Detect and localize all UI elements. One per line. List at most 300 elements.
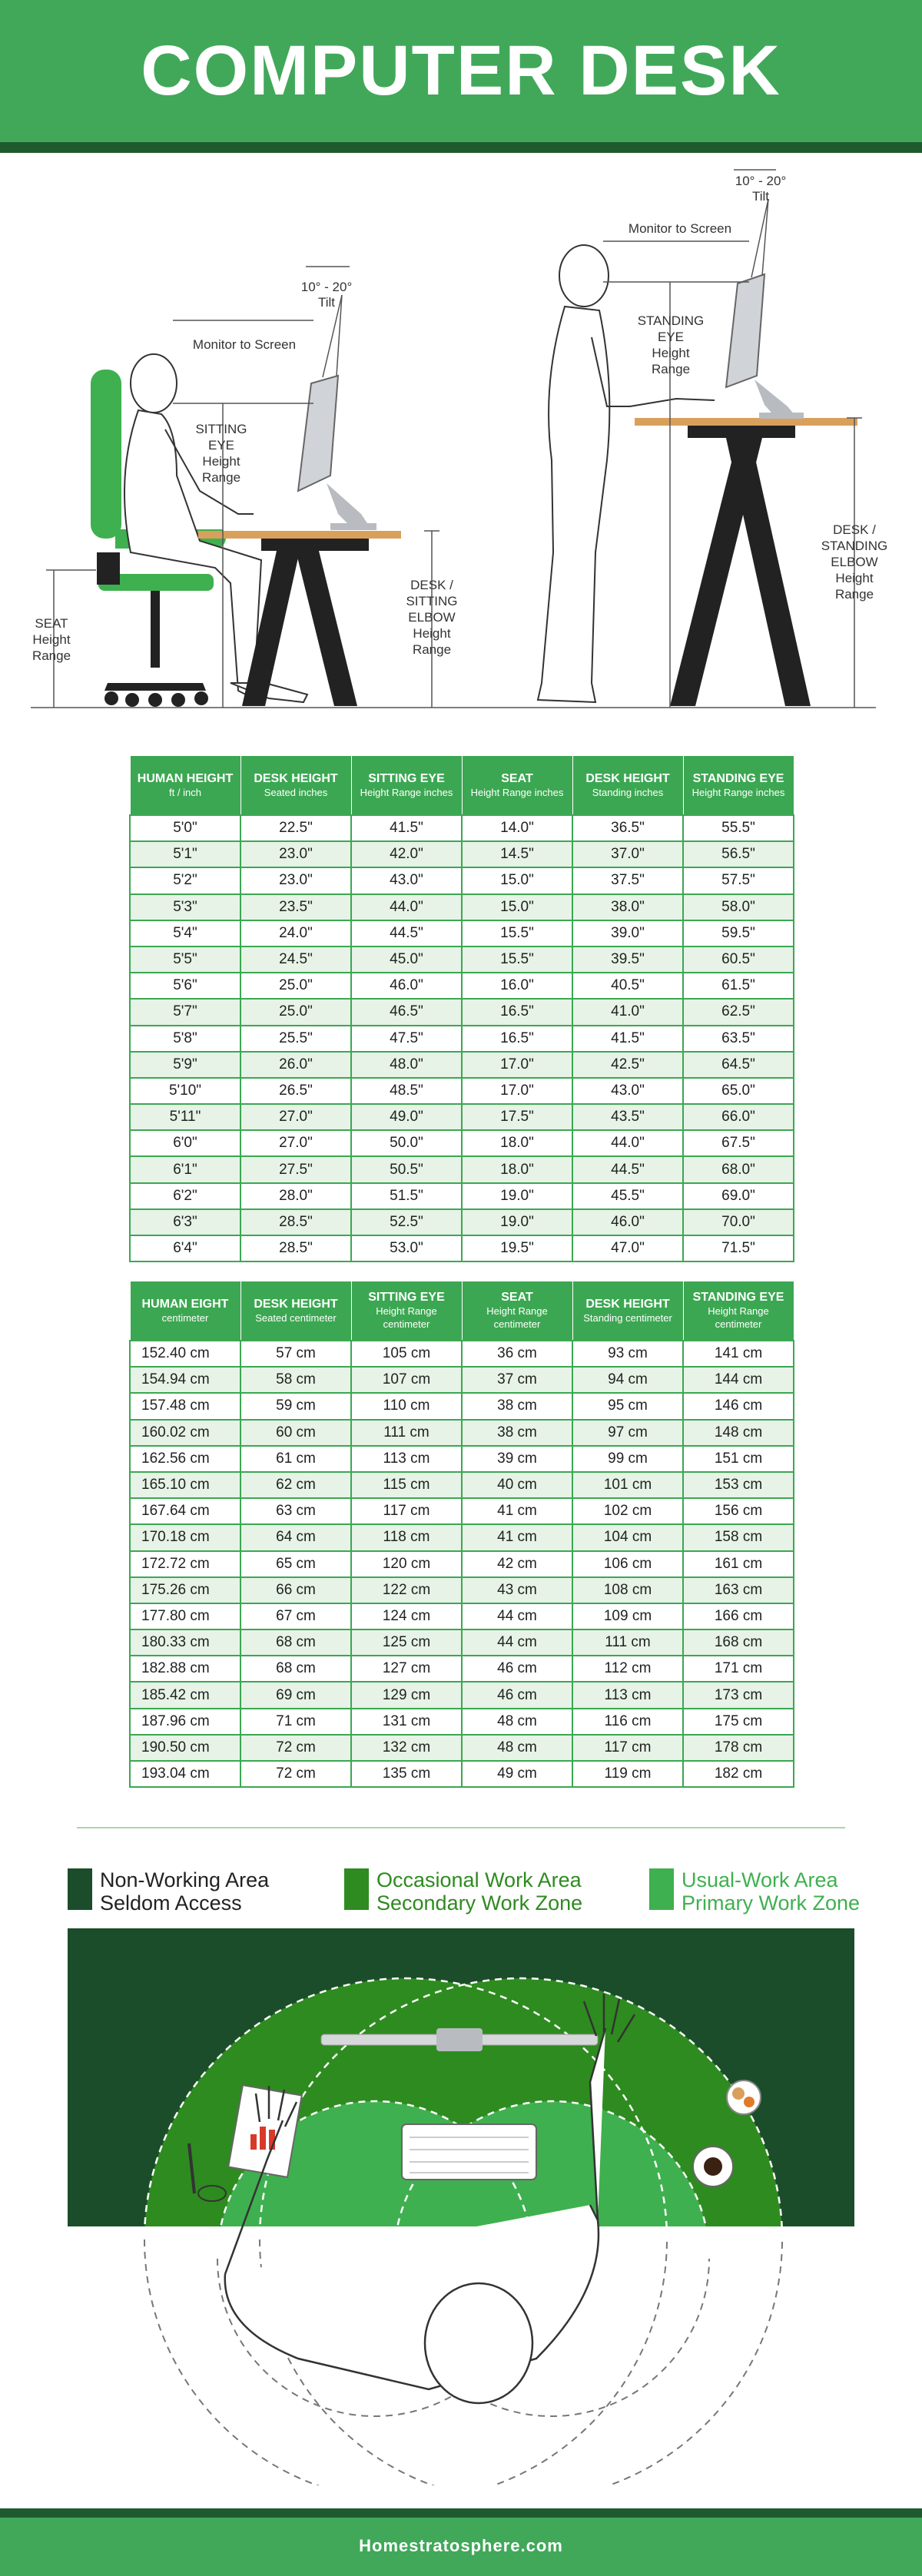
cm-table (129, 1281, 794, 1788)
cm-row (130, 1761, 794, 1787)
footer-band (0, 2508, 922, 2518)
cm-cell: 93 cm (572, 1341, 683, 1367)
cm-cell: 117 cm (572, 1735, 683, 1761)
cm-cell: 124 cm (351, 1603, 462, 1629)
cm-cell: 38 cm (462, 1393, 572, 1419)
cm-cell: 175.26 cm (130, 1577, 240, 1603)
inches-row (130, 1130, 794, 1156)
inches-cell: 43.0" (572, 1078, 683, 1104)
inches-cell: 55.5" (683, 815, 794, 841)
inches-cell: 28.0" (240, 1183, 351, 1209)
cm-cell: 44 cm (462, 1629, 572, 1656)
cm-cell: 62 cm (240, 1472, 351, 1498)
cm-cell: 61 cm (240, 1446, 351, 1472)
inches-cell: 43.0" (351, 867, 462, 893)
standing-eye-label: STANDING (637, 313, 705, 328)
inches-cell: 37.0" (572, 841, 683, 867)
cm-cell: 190.50 cm (130, 1735, 240, 1761)
sitting-eye-label-2: EYE (207, 438, 235, 453)
cm-cell: 171 cm (683, 1656, 794, 1682)
cm-cell: 132 cm (351, 1735, 462, 1761)
inches-cell: 48.0" (351, 1052, 462, 1078)
inches-cell: 51.5" (351, 1183, 462, 1209)
inches-col-header: SEAT Height Range inches (462, 756, 572, 816)
cm-cell: 116 cm (572, 1709, 683, 1735)
cm-cell: 68 cm (240, 1656, 351, 1682)
inches-cell: 15.0" (462, 894, 572, 920)
inches-cell: 45.5" (572, 1183, 683, 1209)
inches-cell: 43.5" (572, 1104, 683, 1130)
inches-cell: 44.5" (572, 1156, 683, 1182)
cm-row (130, 1577, 794, 1603)
work-zone-diagram (68, 1928, 854, 2485)
standing-desk (635, 418, 857, 706)
inches-cell: 15.0" (462, 867, 572, 893)
cm-cell: 60 cm (240, 1420, 351, 1446)
inches-cell: 41.5" (351, 815, 462, 841)
cm-cell: 185.42 cm (130, 1682, 240, 1708)
inches-col-header: SITTING EYE Height Range inches (351, 756, 462, 816)
cm-row (130, 1524, 794, 1550)
inches-cell: 5'5" (130, 947, 240, 973)
cm-cell: 120 cm (351, 1551, 462, 1577)
cm-row (130, 1682, 794, 1708)
cm-row (130, 1551, 794, 1577)
cm-row (130, 1367, 794, 1393)
inches-cell: 26.0" (240, 1052, 351, 1078)
cm-cell: 106 cm (572, 1551, 683, 1577)
inches-cell: 26.5" (240, 1078, 351, 1104)
inches-row (130, 1235, 794, 1261)
inches-cell: 50.5" (351, 1156, 462, 1182)
inches-row (130, 867, 794, 893)
inches-cell: 46.5" (351, 999, 462, 1025)
cm-cell: 101 cm (572, 1472, 683, 1498)
inches-cell: 28.5" (240, 1209, 351, 1235)
cm-cell: 104 cm (572, 1524, 683, 1550)
inches-cell: 38.0" (572, 894, 683, 920)
cm-row (130, 1629, 794, 1656)
cm-cell: 72 cm (240, 1761, 351, 1787)
footer-banner (0, 2518, 922, 2576)
cm-cell: 59 cm (240, 1393, 351, 1419)
keyboard (402, 2124, 536, 2180)
cm-cell: 66 cm (240, 1577, 351, 1603)
seat-height-label-3: Range (32, 648, 71, 663)
tilt-word-left: Tilt (317, 295, 336, 310)
inches-cell: 59.5" (683, 920, 794, 947)
cm-cell: 163 cm (683, 1577, 794, 1603)
cm-cell: 49 cm (462, 1761, 572, 1787)
inches-cell: 5'8" (130, 1026, 240, 1052)
inches-cell: 23.5" (240, 894, 351, 920)
page-title: COMPUTER DESK (141, 31, 781, 110)
inches-cell: 46.0" (351, 973, 462, 999)
inches-row (130, 894, 794, 920)
cm-cell: 102 cm (572, 1498, 683, 1524)
seat-height-label: SEAT (35, 616, 68, 631)
cm-col-header: DESK HEIGHT Standing centimeter (572, 1281, 683, 1341)
inches-cell: 45.0" (351, 947, 462, 973)
inches-table-body (130, 815, 794, 1261)
inches-cell: 18.0" (462, 1156, 572, 1182)
inches-cell: 56.5" (683, 841, 794, 867)
cm-cell: 108 cm (572, 1577, 683, 1603)
ergonomics-diagram (0, 153, 922, 737)
cm-cell: 46 cm (462, 1656, 572, 1682)
cm-cell: 152.40 cm (130, 1341, 240, 1367)
cm-cell: 94 cm (572, 1367, 683, 1393)
desk-standing-label-2: STANDING (821, 539, 888, 553)
inches-cell: 19.5" (462, 1235, 572, 1261)
inches-cell: 17.0" (462, 1052, 572, 1078)
inches-cell: 25.0" (240, 999, 351, 1025)
cm-cell: 168 cm (683, 1629, 794, 1656)
inches-cell: 25.5" (240, 1026, 351, 1052)
inches-row (130, 1052, 794, 1078)
inches-cell: 60.5" (683, 947, 794, 973)
cm-cell: 39 cm (462, 1446, 572, 1472)
cm-cell: 99 cm (572, 1446, 683, 1472)
cm-cell: 170.18 cm (130, 1524, 240, 1550)
cm-cell: 115 cm (351, 1472, 462, 1498)
desk-standing-label-5: Range (834, 587, 874, 602)
cm-row (130, 1656, 794, 1682)
cm-cell: 187.96 cm (130, 1709, 240, 1735)
cm-row (130, 1446, 794, 1472)
inches-cell: 25.0" (240, 973, 351, 999)
cm-cell: 41 cm (462, 1524, 572, 1550)
cm-cell: 110 cm (351, 1393, 462, 1419)
inches-cell: 64.5" (683, 1052, 794, 1078)
cm-row (130, 1498, 794, 1524)
cm-cell: 182.88 cm (130, 1656, 240, 1682)
inches-cell: 39.0" (572, 920, 683, 947)
cm-cell: 44 cm (462, 1603, 572, 1629)
inches-cell: 39.5" (572, 947, 683, 973)
cm-cell: 111 cm (351, 1420, 462, 1446)
cm-cell: 36 cm (462, 1341, 572, 1367)
cm-cell: 64 cm (240, 1524, 351, 1550)
cm-col-header: STANDING EYE Height Range centimeter (683, 1281, 794, 1341)
inches-cell: 61.5" (683, 973, 794, 999)
cm-cell: 57 cm (240, 1341, 351, 1367)
inches-row (130, 1026, 794, 1052)
cm-cell: 72 cm (240, 1735, 351, 1761)
inches-cell: 50.0" (351, 1130, 462, 1156)
cm-cell: 125 cm (351, 1629, 462, 1656)
inches-cell: 15.5" (462, 947, 572, 973)
inches-cell: 15.5" (462, 920, 572, 947)
inches-cell: 6'1" (130, 1156, 240, 1182)
cm-cell: 173 cm (683, 1682, 794, 1708)
cm-cell: 109 cm (572, 1603, 683, 1629)
cm-cell: 127 cm (351, 1656, 462, 1682)
inches-cell: 24.0" (240, 920, 351, 947)
inches-cell: 44.0" (572, 1130, 683, 1156)
cm-cell: 178 cm (683, 1735, 794, 1761)
cookie-plate (727, 2080, 761, 2114)
cm-table-body (130, 1341, 794, 1787)
cm-cell: 48 cm (462, 1735, 572, 1761)
inches-cell: 53.0" (351, 1235, 462, 1261)
inches-cell: 63.5" (683, 1026, 794, 1052)
inches-cell: 36.5" (572, 815, 683, 841)
inches-cell: 67.5" (683, 1130, 794, 1156)
inches-cell: 24.5" (240, 947, 351, 973)
inches-row (130, 999, 794, 1025)
inches-cell: 5'3" (130, 894, 240, 920)
inches-cell: 6'4" (130, 1235, 240, 1261)
inches-row (130, 947, 794, 973)
inches-cell: 23.0" (240, 841, 351, 867)
cm-col-header: SEAT Height Range centimeter (462, 1281, 572, 1341)
inches-row (130, 920, 794, 947)
inches-cell: 5'4" (130, 920, 240, 947)
inches-cell: 16.5" (462, 1026, 572, 1052)
cm-cell: 160.02 cm (130, 1420, 240, 1446)
monitor-to-screen-left: Monitor to Screen (192, 337, 297, 352)
inches-cell: 14.0" (462, 815, 572, 841)
sitting-eye-label-4: Range (201, 470, 241, 485)
legend-swatch (68, 1868, 92, 1910)
cm-cell: 42 cm (462, 1551, 572, 1577)
inches-cell: 47.0" (572, 1235, 683, 1261)
header-banner (0, 0, 922, 142)
cm-cell: 156 cm (683, 1498, 794, 1524)
inches-cell: 23.0" (240, 867, 351, 893)
sitting-eye-label: SITTING (195, 422, 247, 436)
cm-cell: 105 cm (351, 1341, 462, 1367)
inches-cell: 37.5" (572, 867, 683, 893)
inches-cell: 19.0" (462, 1209, 572, 1235)
desk-sitting-label-3: ELBOW (408, 610, 456, 625)
cm-cell: 122 cm (351, 1577, 462, 1603)
monitor-to-screen-right: Monitor to Screen (628, 221, 732, 236)
inches-cell: 22.5" (240, 815, 351, 841)
desk-standing-label-3: ELBOW (831, 555, 878, 569)
cm-row (130, 1393, 794, 1419)
cm-cell: 38 cm (462, 1420, 572, 1446)
sitting-eye-label-3: Height (202, 454, 240, 469)
inches-header-row (130, 756, 794, 816)
tilt-word-right: Tilt (751, 189, 770, 204)
cm-cell: 129 cm (351, 1682, 462, 1708)
standing-monitor (726, 274, 804, 419)
inches-cell: 48.5" (351, 1078, 462, 1104)
inches-cell: 5'0" (130, 815, 240, 841)
inches-cell: 18.0" (462, 1130, 572, 1156)
inches-cell: 5'2" (130, 867, 240, 893)
cm-cell: 97 cm (572, 1420, 683, 1446)
inches-cell: 5'1" (130, 841, 240, 867)
cm-cell: 40 cm (462, 1472, 572, 1498)
standing-eye-label-4: Range (651, 362, 691, 376)
inches-row (130, 815, 794, 841)
cm-cell: 107 cm (351, 1367, 462, 1393)
inches-cell: 57.5" (683, 867, 794, 893)
inches-cell: 17.5" (462, 1104, 572, 1130)
inches-cell: 65.0" (683, 1078, 794, 1104)
cm-cell: 141 cm (683, 1341, 794, 1367)
cm-cell: 71 cm (240, 1709, 351, 1735)
inches-cell: 47.5" (351, 1026, 462, 1052)
inches-cell: 42.0" (351, 841, 462, 867)
legend-swatch (649, 1868, 674, 1910)
desk-sitting-label-5: Range (412, 642, 452, 657)
inches-row (130, 841, 794, 867)
cm-cell: 43 cm (462, 1577, 572, 1603)
cm-cell: 113 cm (351, 1446, 462, 1472)
inches-cell: 16.5" (462, 999, 572, 1025)
inches-cell: 69.0" (683, 1183, 794, 1209)
inches-cell: 27.0" (240, 1130, 351, 1156)
inches-cell: 27.0" (240, 1104, 351, 1130)
cm-cell: 69 cm (240, 1682, 351, 1708)
cm-cell: 157.48 cm (130, 1393, 240, 1419)
cm-cell: 46 cm (462, 1682, 572, 1708)
inches-row (130, 1078, 794, 1104)
inches-row (130, 1183, 794, 1209)
cm-cell: 182 cm (683, 1761, 794, 1787)
tilt-label-right: 10° - 20° (735, 174, 787, 188)
inches-cell: 62.5" (683, 999, 794, 1025)
cm-cell: 63 cm (240, 1498, 351, 1524)
cm-cell: 48 cm (462, 1709, 572, 1735)
desk-sitting-label-4: Height (413, 626, 451, 641)
inches-cell: 27.5" (240, 1156, 351, 1182)
inches-cell: 17.0" (462, 1078, 572, 1104)
inches-table (129, 755, 794, 1262)
inches-cell: 70.0" (683, 1209, 794, 1235)
inches-col-header: STANDING EYE Height Range inches (683, 756, 794, 816)
inches-cell: 66.0" (683, 1104, 794, 1130)
cm-cell: 119 cm (572, 1761, 683, 1787)
cm-cell: 158 cm (683, 1524, 794, 1550)
inches-cell: 5'6" (130, 973, 240, 999)
seat-height-label-2: Height (32, 632, 71, 647)
cm-cell: 37 cm (462, 1367, 572, 1393)
inches-cell: 6'0" (130, 1130, 240, 1156)
cm-cell: 113 cm (572, 1682, 683, 1708)
sitting-monitor (298, 376, 376, 530)
inches-cell: 44.0" (351, 894, 462, 920)
inches-cell: 14.5" (462, 841, 572, 867)
inches-cell: 41.5" (572, 1026, 683, 1052)
cm-cell: 95 cm (572, 1393, 683, 1419)
cm-cell: 162.56 cm (130, 1446, 240, 1472)
inches-cell: 5'7" (130, 999, 240, 1025)
standing-eye-label-2: EYE (657, 330, 685, 344)
cm-cell: 161 cm (683, 1551, 794, 1577)
desk-standing-label-4: Height (835, 571, 874, 585)
cm-cell: 177.80 cm (130, 1603, 240, 1629)
inches-cell: 6'2" (130, 1183, 240, 1209)
inches-row (130, 1156, 794, 1182)
monitor-stand (436, 2028, 483, 2051)
cm-row (130, 1341, 794, 1367)
cm-cell: 118 cm (351, 1524, 462, 1550)
cm-row (130, 1709, 794, 1735)
cm-cell: 41 cm (462, 1498, 572, 1524)
inches-cell: 46.0" (572, 1209, 683, 1235)
inches-cell: 49.0" (351, 1104, 462, 1130)
cm-header-row (130, 1281, 794, 1341)
desk-standing-label: DESK / (833, 522, 876, 537)
footer-site-link[interactable]: Homestratosphere.com (359, 2536, 563, 2555)
cm-col-header: HUMAN EIGHT centimeter (130, 1281, 240, 1341)
cm-cell: 167.64 cm (130, 1498, 240, 1524)
inches-cell: 19.0" (462, 1183, 572, 1209)
cm-cell: 58 cm (240, 1367, 351, 1393)
cm-row (130, 1420, 794, 1446)
standing-eye-label-3: Height (652, 346, 690, 360)
cm-row (130, 1603, 794, 1629)
inches-row (130, 973, 794, 999)
inches-cell: 42.5" (572, 1052, 683, 1078)
cm-cell: 154.94 cm (130, 1367, 240, 1393)
legend-text: Usual-Work Area Primary Work Zone (682, 1868, 861, 1915)
header-band (0, 142, 922, 153)
inches-row (130, 1104, 794, 1130)
cm-col-header: SITTING EYE Height Range centimeter (351, 1281, 462, 1341)
section-divider (77, 1827, 845, 1828)
cm-col-header: DESK HEIGHT Seated centimeter (240, 1281, 351, 1341)
cm-cell: 146 cm (683, 1393, 794, 1419)
cm-row (130, 1472, 794, 1498)
inches-col-header: HUMAN HEIGHT ft / inch (130, 756, 240, 816)
inches-cell: 71.5" (683, 1235, 794, 1261)
cm-cell: 166 cm (683, 1603, 794, 1629)
cm-cell: 148 cm (683, 1420, 794, 1446)
inches-cell: 16.0" (462, 973, 572, 999)
cm-cell: 180.33 cm (130, 1629, 240, 1656)
inches-cell: 58.0" (683, 894, 794, 920)
cm-cell: 151 cm (683, 1446, 794, 1472)
legend-text: Occasional Work Area Secondary Work Zone (376, 1868, 583, 1915)
cm-cell: 131 cm (351, 1709, 462, 1735)
cm-row (130, 1735, 794, 1761)
cm-cell: 153 cm (683, 1472, 794, 1498)
inches-cell: 52.5" (351, 1209, 462, 1235)
inches-cell: 6'3" (130, 1209, 240, 1235)
legend-text: Non-Working Area Seldom Access (100, 1868, 270, 1915)
cm-cell: 144 cm (683, 1367, 794, 1393)
inches-cell: 5'10" (130, 1078, 240, 1104)
cm-cell: 172.72 cm (130, 1551, 240, 1577)
desk-sitting-label-2: SITTING (406, 594, 458, 608)
desk-sitting-label: DESK / (410, 578, 453, 592)
inches-cell: 41.0" (572, 999, 683, 1025)
cm-cell: 165.10 cm (130, 1472, 240, 1498)
inches-cell: 5'9" (130, 1052, 240, 1078)
legend-swatch (344, 1868, 369, 1910)
inches-cell: 44.5" (351, 920, 462, 947)
tilt-label-left: 10° - 20° (300, 280, 353, 294)
inches-row (130, 1209, 794, 1235)
inches-cell: 28.5" (240, 1235, 351, 1261)
cm-cell: 111 cm (572, 1629, 683, 1656)
inches-col-header: DESK HEIGHT Seated inches (240, 756, 351, 816)
inches-col-header: DESK HEIGHT Standing inches (572, 756, 683, 816)
cm-cell: 193.04 cm (130, 1761, 240, 1787)
cm-cell: 175 cm (683, 1709, 794, 1735)
inches-cell: 40.5" (572, 973, 683, 999)
cm-cell: 117 cm (351, 1498, 462, 1524)
cm-cell: 67 cm (240, 1603, 351, 1629)
inches-cell: 68.0" (683, 1156, 794, 1182)
inches-cell: 5'11" (130, 1104, 240, 1130)
